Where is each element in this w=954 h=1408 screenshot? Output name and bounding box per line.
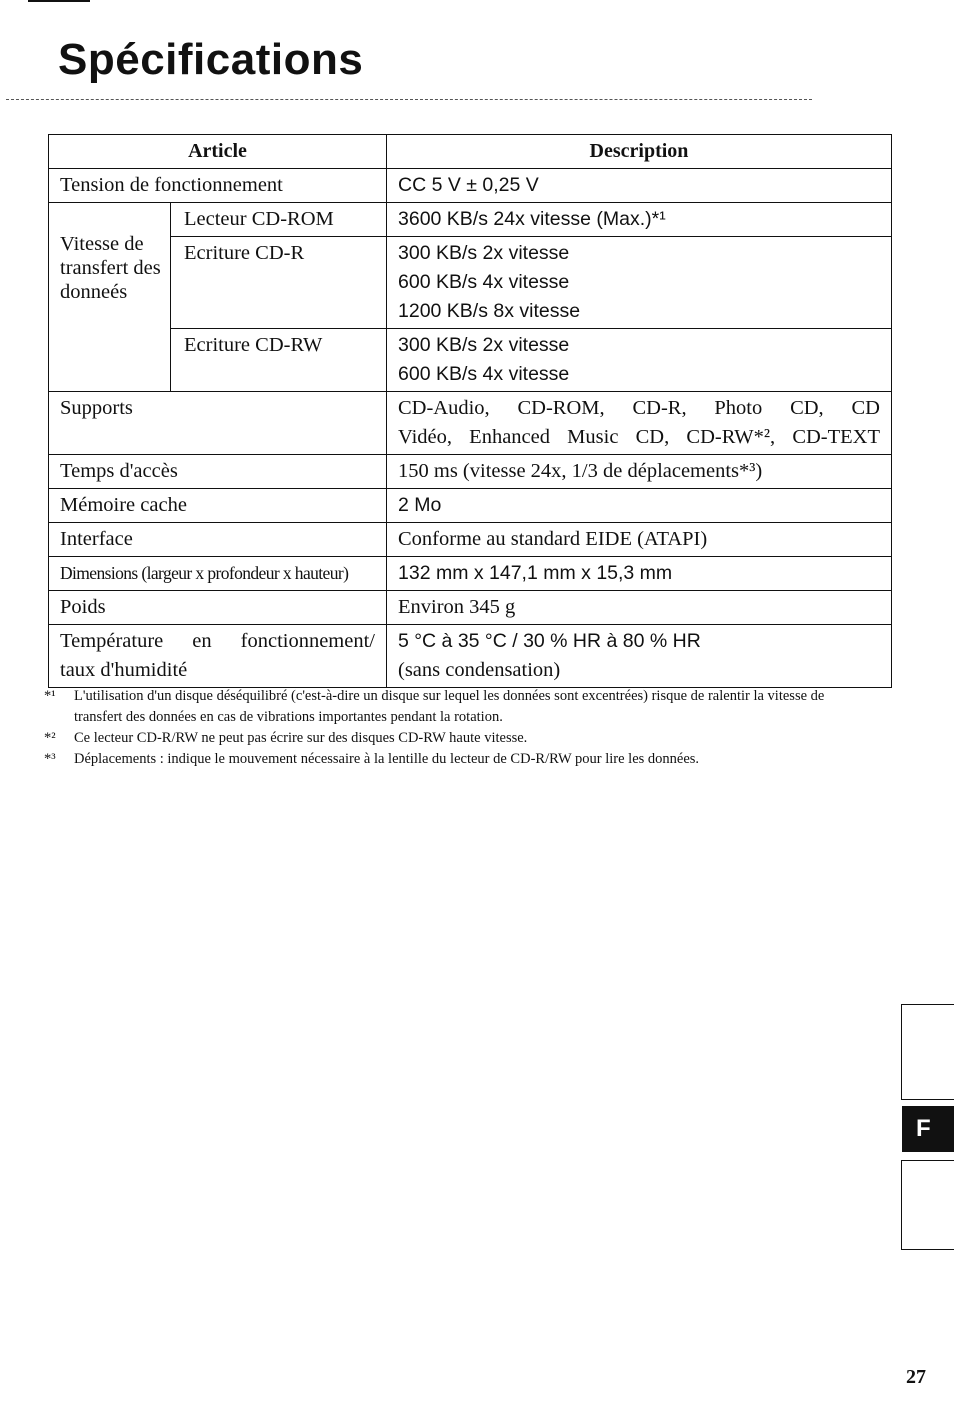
footnote [44,686,874,728]
header-description: Description [387,135,892,169]
table-row [49,169,892,203]
table-row [49,625,892,688]
specifications-table [48,134,892,688]
temperature-value-line: (sans condensation) [398,659,561,681]
table-row [49,237,892,329]
language-tab-empty [901,1160,954,1250]
cdrw-speed-line: 600 KB/s 4x vitesse [398,363,570,385]
language-tab-empty [901,1004,954,1100]
temperature-label-line: taux d'humidité [60,659,188,681]
footnote-text: Déplacements : indique le mouvement nécessaire à la lentille du lecteur de CD-R/RW pour lire les données. [74,751,700,767]
cdrw-speed-line: 300 KB/s 2x vitesse [398,334,570,356]
cdr-speed-line: 300 KB/s 2x vitesse [398,242,570,264]
table-row [49,557,892,591]
footnote-marker: *¹ [44,688,56,704]
row-value-weight: Environ 345 g [387,591,892,625]
footnote [44,728,874,749]
row-label-voltage: Tension de fonctionnement [49,169,387,203]
row-label-interface: Interface [49,523,387,557]
media-line: CD-Audio, CD-ROM, CD-R, Photo CD, CD [398,397,880,419]
table-row [49,455,892,489]
page-number: 27 [906,1366,926,1388]
row-value-access-time: 150 ms (vitesse 24x, 1/3 de déplacements*³) [387,455,892,489]
footnote-text: Ce lecteur CD-R/RW ne peut pas écrire sur des disques CD-RW haute vitesse. [74,730,528,746]
language-tab-active: F [902,1106,954,1152]
media-line: Vidéo, Enhanced Music CD, CD-RW*², CD-TEXT [398,426,880,448]
transfer-speed-label: Vitesse de transfert des donneés [60,233,161,303]
row-value-cdr [387,237,892,329]
footnotes [44,686,874,770]
row-value-temperature [387,625,892,688]
cdr-speed-line: 600 KB/s 4x vitesse [398,271,570,293]
row-label-temperature [49,625,387,688]
table-row [49,523,892,557]
row-label-media: Supports [49,392,387,455]
row-label-transfer-speed [49,203,171,392]
row-label-dimensions: Dimensions (largeur x profondeur x hauteur) [49,557,387,591]
row-label-weight: Poids [49,591,387,625]
row-label-cdrw: Ecriture CD-RW [171,329,387,392]
row-value-media [387,392,892,455]
page-title: Spécifications [58,35,364,84]
title-divider [6,99,812,100]
row-label-cache: Mémoire cache [49,489,387,523]
row-label-access-time: Temps d'accès [49,455,387,489]
row-value-cdrw [387,329,892,392]
table-header-row [49,135,892,169]
footnote-marker: *² [44,730,56,746]
cdr-speed-line: 1200 KB/s 8x vitesse [398,300,581,322]
row-value-interface: Conforme au standard EIDE (ATAPI) [387,523,892,557]
header-article: Article [49,135,387,169]
table-row [49,392,892,455]
footnote [44,749,874,770]
row-value-dimensions: 132 mm x 147,1 mm x 15,3 mm [387,557,892,591]
top-rule [28,0,90,2]
row-label-cdr: Ecriture CD-R [171,237,387,329]
row-label-cdrom: Lecteur CD-ROM [171,203,387,237]
table-row [49,591,892,625]
table-row [49,203,892,237]
row-value-voltage: CC 5 V ± 0,25 V [387,169,892,203]
footnote-text: L'utilisation d'un disque déséquilibré (c'est-à-dire un disque sur lequel les données sont excentrées) risque de ralentir la vitesse de transfert des données en cas de vibrations importantes pendant la rotation. [74,688,825,725]
row-value-cache: 2 Mo [387,489,892,523]
temperature-label-line: Température en fonctionnement/ [60,630,375,652]
table-row [49,489,892,523]
table-row [49,329,892,392]
temperature-value-line: 5 °C à 35 °C / 30 % HR à 80 % HR [398,630,701,652]
footnote-marker: *³ [44,751,56,767]
row-value-cdrom: 3600 KB/s 24x vitesse (Max.)*¹ [387,203,892,237]
